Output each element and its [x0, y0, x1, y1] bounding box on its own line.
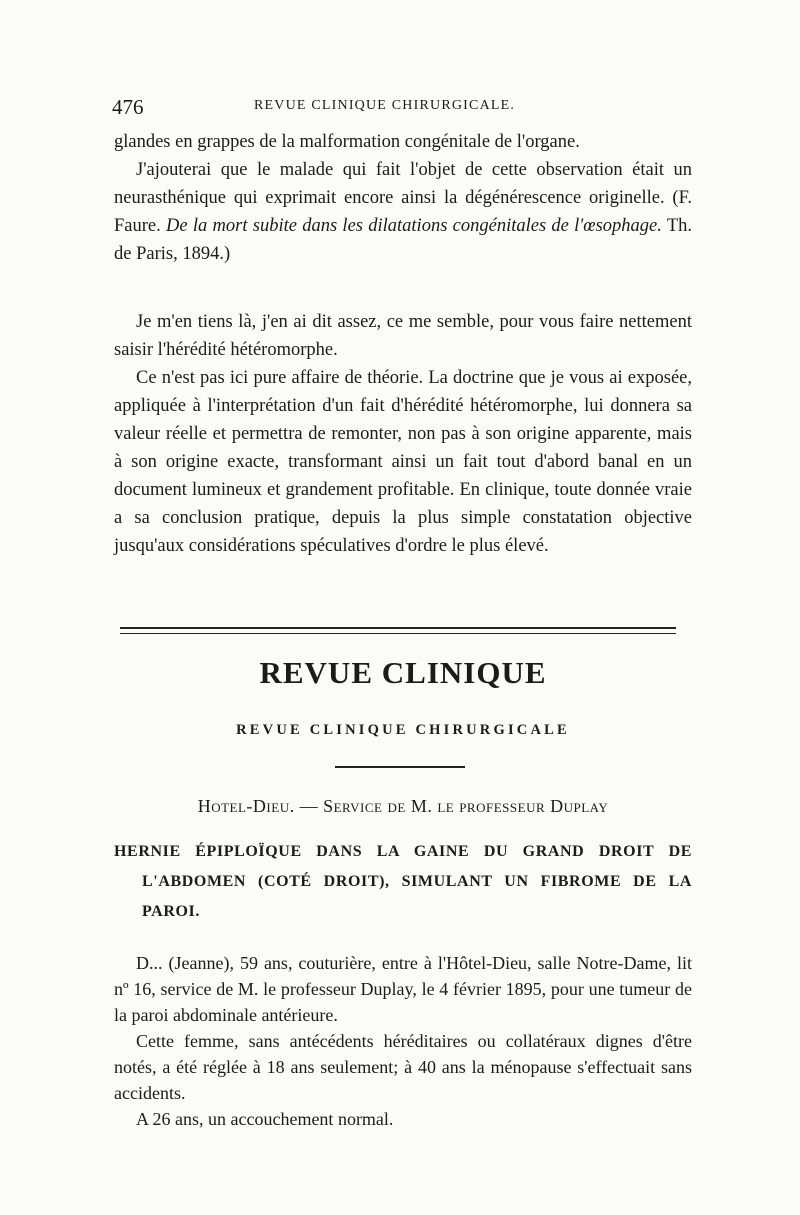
page-number: 476	[112, 95, 144, 119]
article-title	[114, 837, 692, 927]
case-text-block	[114, 950, 692, 1132]
article-title-line-1: HERNIE ÉPIPLOÏQUE DANS LA GAINE DU GRAND DROIT DE	[114, 843, 692, 860]
section-divider-thin	[120, 633, 676, 634]
paragraph-observation	[114, 156, 692, 268]
article-title-line-3: PAROI.	[142, 903, 200, 920]
paragraph-continuation: glandes en grappes de la malformation congénitale de l'organe.	[114, 132, 580, 152]
thesis-title: De la mort subite dans les dilatations congénitales de l'œsophage.	[166, 216, 662, 236]
service-heading: Hotel-Dieu. — Service de M. le professeur Duplay	[197, 796, 609, 816]
paragraph-doctrine: Ce n'est pas ici pure affaire de théorie. La doctrine que je vous ai exposée, appliquée à l'interprétation d'un fait d'hérédité hétéromorphe, lui donnera sa valeur réelle et permettra de remonter, non pas à son origine apparente, mais à son origine exacte, transformant ainsi un fait tout d'abord banal en un document lumineux et grandement profitable. En clinique, toute donnée vraie a sa conclusion pratique, depuis la plus simple constatation objective jusqu'aux considérations spéculatives d'ordre le plus élevé.	[114, 368, 692, 556]
section-subtitle: REVUE CLINIQUE CHIRURGICALE	[236, 722, 570, 738]
running-header	[112, 95, 692, 123]
top-text-block	[114, 128, 692, 268]
section-divider-thick	[120, 627, 676, 629]
middle-text-block	[114, 308, 692, 560]
paragraph-patient: D... (Jeanne), 59 ans, couturière, entre à l'Hôtel-Dieu, salle Notre-Dame, lit nº 16, service de M. le professeur Duplay, le 4 février 1895, pour une tumeur de la paroi abdominale antérieure.	[114, 953, 692, 1025]
paragraph-observation-citation: Th. de Paris, 1894.)	[114, 216, 693, 264]
paragraph-heredity: Je m'en tiens là, j'en ai dit assez, ce me semble, pour vous faire nettement saisir l'hérédité hétéromorphe.	[114, 312, 692, 360]
paragraph-childbirth: A 26 ans, un accouchement normal.	[136, 1109, 394, 1129]
section-title: REVUE CLINIQUE	[259, 655, 547, 690]
subtitle-rule	[335, 766, 465, 768]
paragraph-history: Cette femme, sans antécédents héréditaires ou collatéraux dignes d'être notés, a été réglée à 18 ans seulement; à 40 ans la ménopause s'effectuait sans accidents.	[114, 1031, 692, 1103]
running-title: REVUE CLINIQUE CHIRURGICALE.	[254, 98, 516, 113]
article-title-line-2: L'ABDOMEN (COTÉ DROIT), SIMULANT UN FIBROME DE LA	[142, 873, 692, 890]
paragraph-observation-text: J'ajouterai que le malade qui fait l'objet de cette observation était un neurasthénique qui exprimait encore ainsi la dégénérescence originelle. (F. Faure.	[114, 160, 692, 236]
